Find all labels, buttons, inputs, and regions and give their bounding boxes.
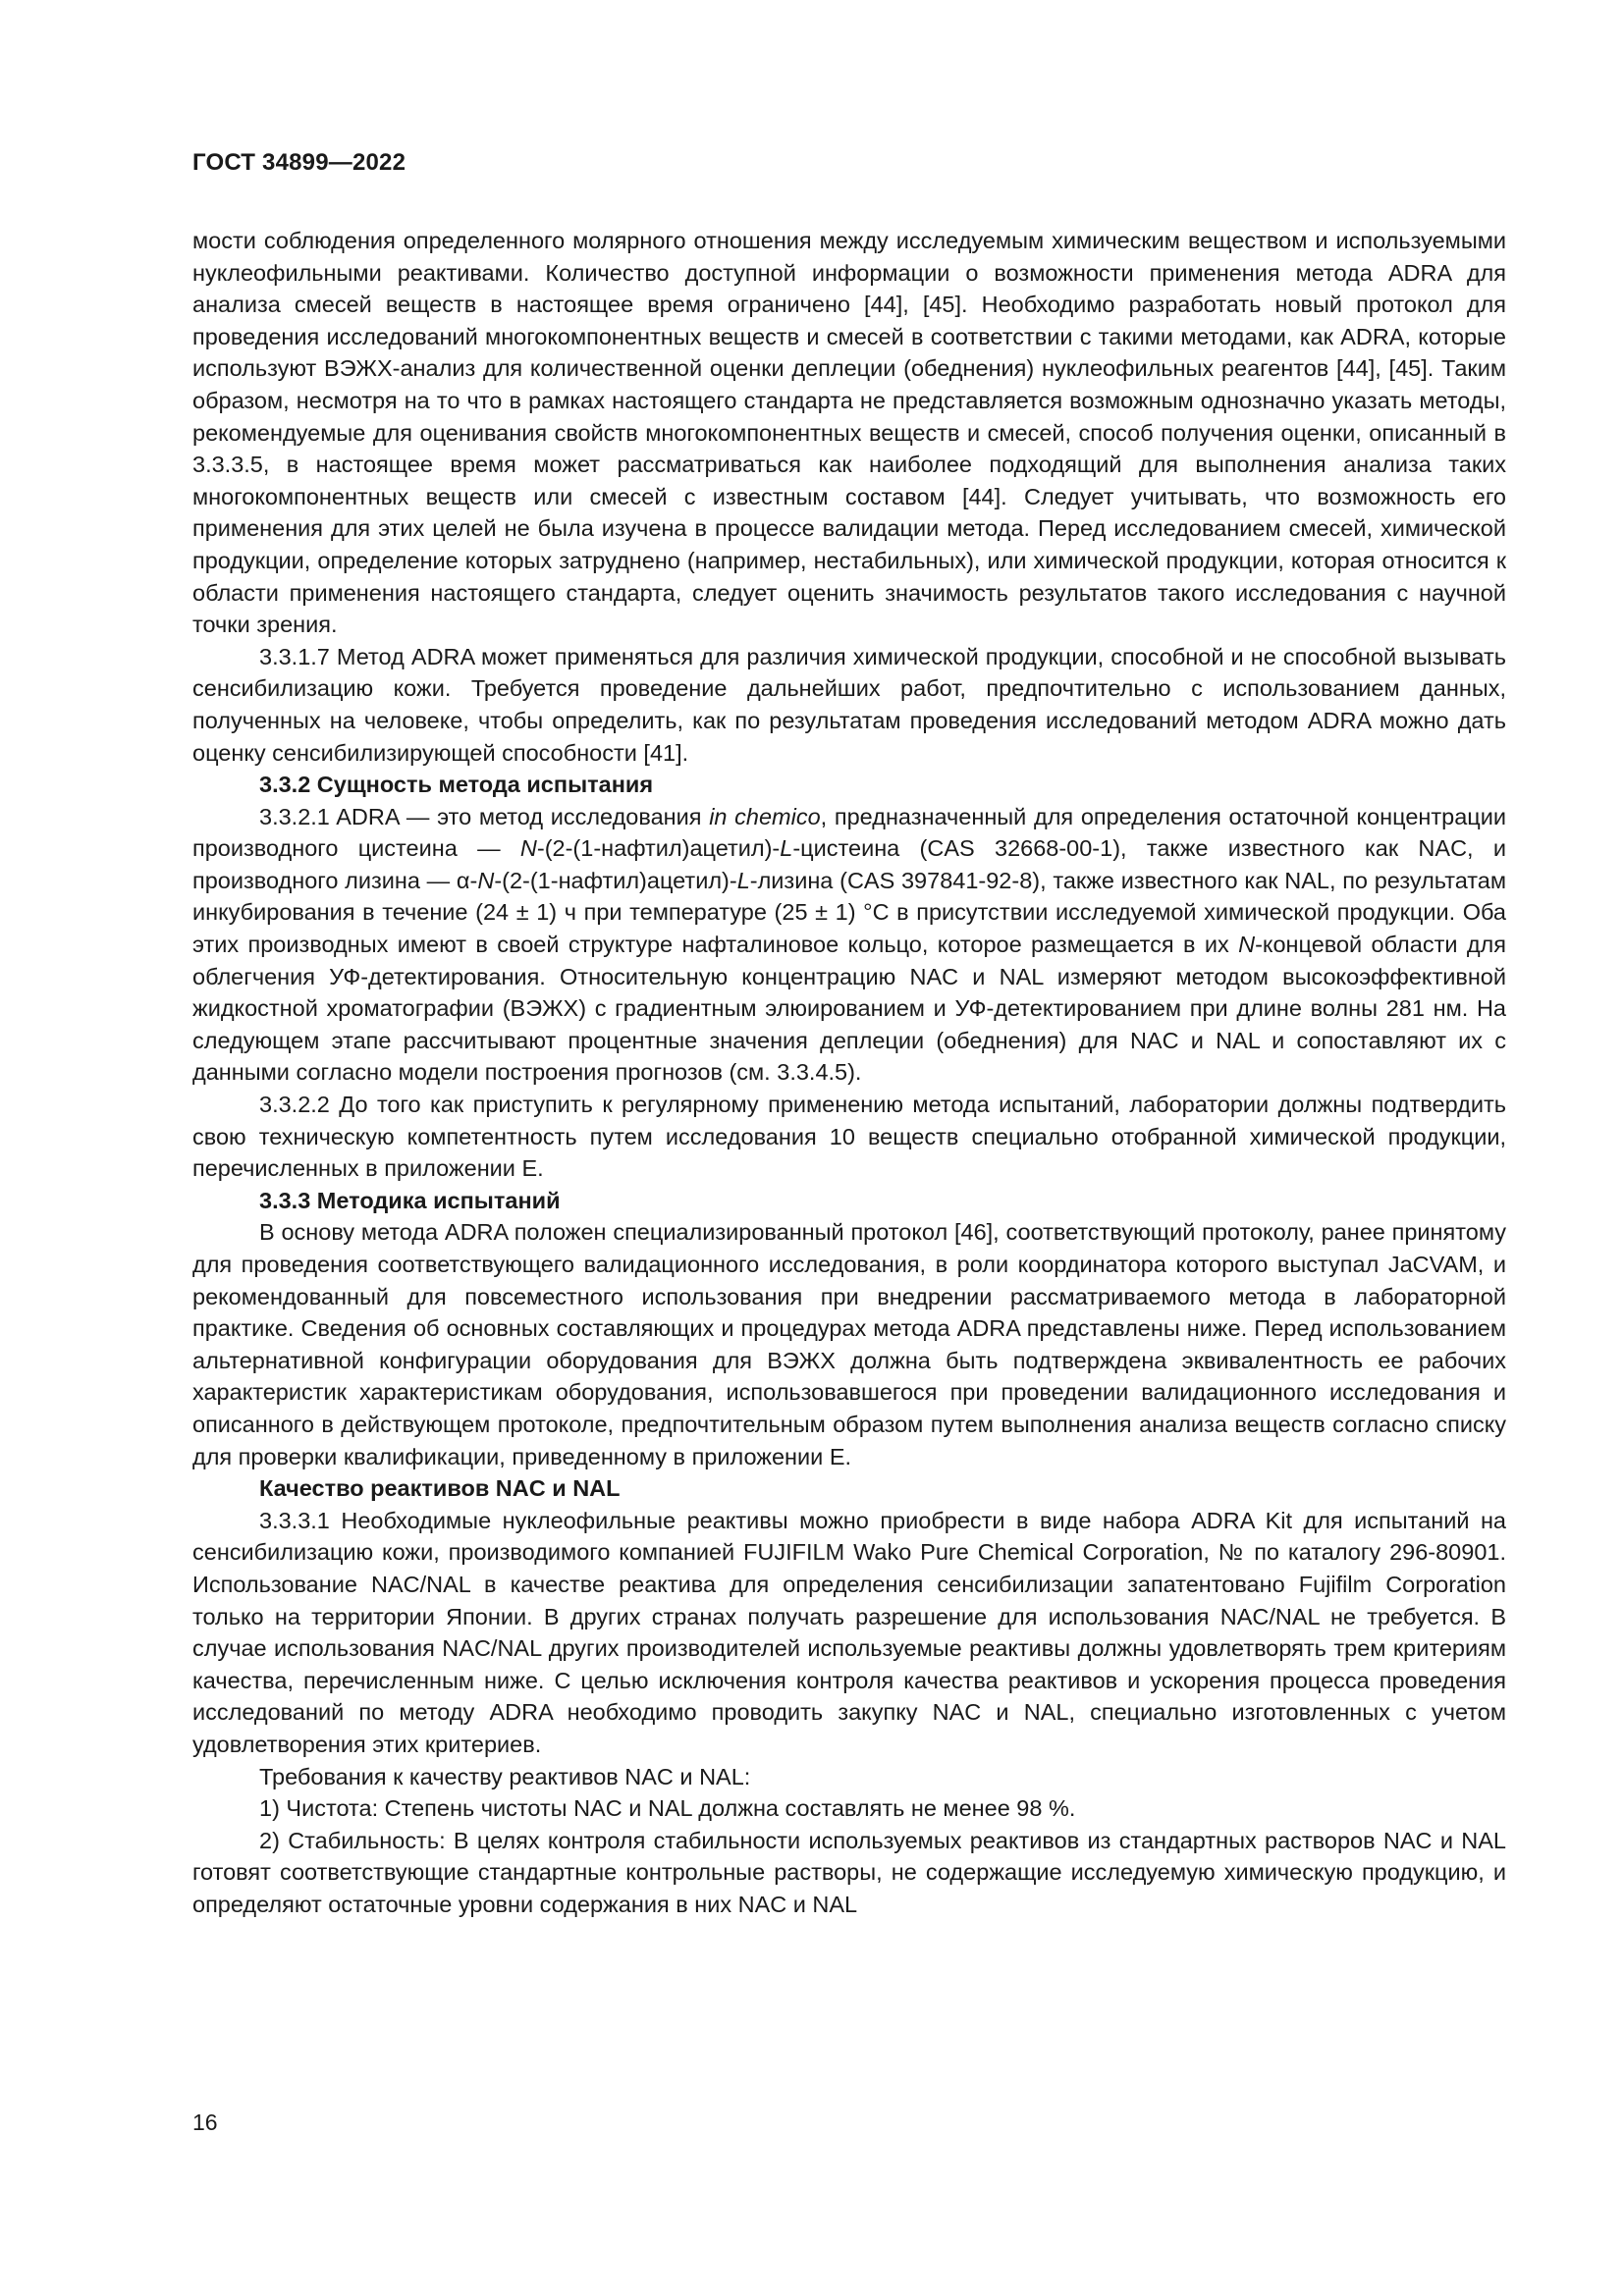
paragraph-3-3-2-2: 3.3.2.2 До того как приступить к регулярному применению метода испытаний, лаборатории должны подтвердить свою техническую компетентность путем исследования 10 веществ специально отобранной химической продукции, перечисленных в приложении Е. xyxy=(192,1092,1506,1182)
paragraph-requirements-intro: Требования к качеству реактивов NAC и NAL: xyxy=(259,1763,751,1789)
text-segment: -(2-(1-нафтил)ацетил)- xyxy=(494,867,737,893)
text-segment: -концевой области для облегчения УФ-детектирования. Относительную концентрацию NAC и NAL измеряют методом высокоэффективной жидкостной хроматографии (ВЭЖХ) с градиентным элюированием и УФ-детектированием при длине волны 281 нм. На следующем этапе рассчитывают процентные значения деплеции (обеднения) для NAC и NAL и сопоставляют их с данными согласно модели построения прогнозов (см. 3.3.4.5). xyxy=(192,932,1506,1086)
italic-term: in chemico xyxy=(709,803,821,829)
text-segment: 3.3.2.1 ADRA — это метод исследования xyxy=(259,803,710,829)
text-segment: -(2-(1-нафтил)ацетил)- xyxy=(536,835,781,862)
list-item-stability: 2) Стабильность: В целях контроля стабильности используемых реактивов из стандартных растворов NAC и NAL готовят соответствующие стандартные контрольные растворы, не содержащие исследуемую химическую продукцию, и определяют остаточные уровни содержания в них NAC и NAL xyxy=(192,1827,1506,1917)
paragraph-3-3-2-1 xyxy=(192,801,1506,1089)
page-number: 16 xyxy=(192,2109,218,2135)
paragraph-3-3-1-7: 3.3.1.7 Метод ADRA может применяться для различия химической продукции, способной и не способной вызывать сенсибилизацию кожи. Требуется проведение дальнейших работ, предпочтительно с использованием данных, полученных на человеке, чтобы определить, как по результатам проведения исследований методом ADRA можно дать оценку сенсибилизирующей способности [41]. xyxy=(192,643,1506,766)
paragraph-method-basis: В основу метода ADRA положен специализированный протокол [46], соответствующий протоколу, ранее принятому для проведения соответствующего валидационного исследования, в роли координатора которого выступал JaCVAM, и рекомендованный для повсеместного использования при внедрении рассматриваемого метода в лабораторной практике. Сведения об основных составляющих и процедурах метода ADRA представлены ниже. Перед использованием альтернативной конфигурации оборудования для ВЭЖХ должна быть подтверждена эквивалентность ее рабочих характеристик характеристикам оборудования, использовавшегося при проведении валидационного исследования и описанного в действующем протоколе, предпочтительным образом путем выполнения анализа веществ согласно списку для проверки квалификации, приведенному в приложении Е. xyxy=(192,1219,1506,1469)
italic-term: N xyxy=(519,835,537,862)
section-heading-3-3-2: 3.3.2 Сущность метода испытания xyxy=(259,772,654,798)
page-body xyxy=(192,225,1506,1920)
subheading-reagent-quality: Качество реактивов NAC и NAL xyxy=(259,1475,621,1502)
standard-number: ГОСТ 34899—2022 xyxy=(192,149,406,176)
italic-term: L xyxy=(780,835,793,862)
list-item-purity: 1) Чистота: Степень чистоты NAC и NAL должна составлять не менее 98 %. xyxy=(259,1795,1076,1822)
text-segment: -лизина (CAS 397841-92-8), также известного как NAL, по результатам инкубирования в течение (24 ± 1) ч при температуре (25 ± 1) °С в присутствии исследуемой химической продукции. Оба этих производных имеют в своей структуре нафталиновое кольцо, которое размещается в их xyxy=(192,867,1506,958)
document-header xyxy=(192,149,406,177)
text-segment: -цистеина (CAS 32668-00-1), также известного как NAC, и производного лизина — α- xyxy=(192,835,1506,893)
italic-term: N xyxy=(477,867,495,893)
section-heading-3-3-3: 3.3.3 Методика испытаний xyxy=(259,1187,561,1213)
italic-term: N xyxy=(1238,932,1256,958)
italic-term: L xyxy=(736,867,750,893)
paragraph-continuation: мости соблюдения определенного молярного отношения между исследуемым химическим веществом и используемыми нуклеофильными реактивами. Количество доступной информации о возможности применения метода ADRA для анализа смесей веществ в настоящее время ограничено [44], [45]. Необходимо разработать новый протокол для проведения исследований многокомпонентных веществ и смесей в соответствии с такими методами, как ADRA, которые используют ВЭЖХ-анализ для количественной оценки деплеции (обеднения) нуклеофильных реагентов [44], [45]. Таким образом, несмотря на то что в рамках настоящего стандарта не представляется возможным однозначно указать методы, рекомендуемые для оценивания свойств многокомпонентных веществ и смесей, способ получения оценки, описанный в 3.3.3.5, в настоящее время может рассматриваться как наиболее подходящий для выполнения анализа таких многокомпонентных веществ или смесей с известным составом [44]. Следует учитывать, что возможность его применения для этих целей не была изучена в процессе валидации метода. Перед исследованием смесей, химической продукции, определение которых затруднено (например, нестабильных), или химической продукции, которая относится к области применения настоящего стандарта, следует оценить значимость результатов такого исследования с научной точки зрения. xyxy=(192,228,1506,638)
text-segment: , предназначенный для определения остаточной концентрации производного цистеина — xyxy=(192,803,1506,862)
paragraph-3-3-3-1: 3.3.3.1 Необходимые нуклеофильные реактивы можно приобрести в виде набора ADRA Kit для испытаний на сенсибилизацию кожи, производимого компанией FUJIFILM Wako Pure Chemical Corporation, № по каталогу 296-80901. Использование NAC/NAL в качестве реактива для определения сенсибилизации запатентовано Fujifilm Corporation только на территории Японии. В других странах получать разрешение для использования NAC/NAL не требуется. В случае использования NAC/NAL других производителей используемые реактивы должны удовлетворять трем критериям качества, перечисленным ниже. С целью исключения контроля качества реактивов и ускорения процесса проведения исследований по методу ADRA необходимо проводить закупку NAC и NAL, специально изготовленных с учетом удовлетворения этих критериев. xyxy=(192,1507,1506,1757)
